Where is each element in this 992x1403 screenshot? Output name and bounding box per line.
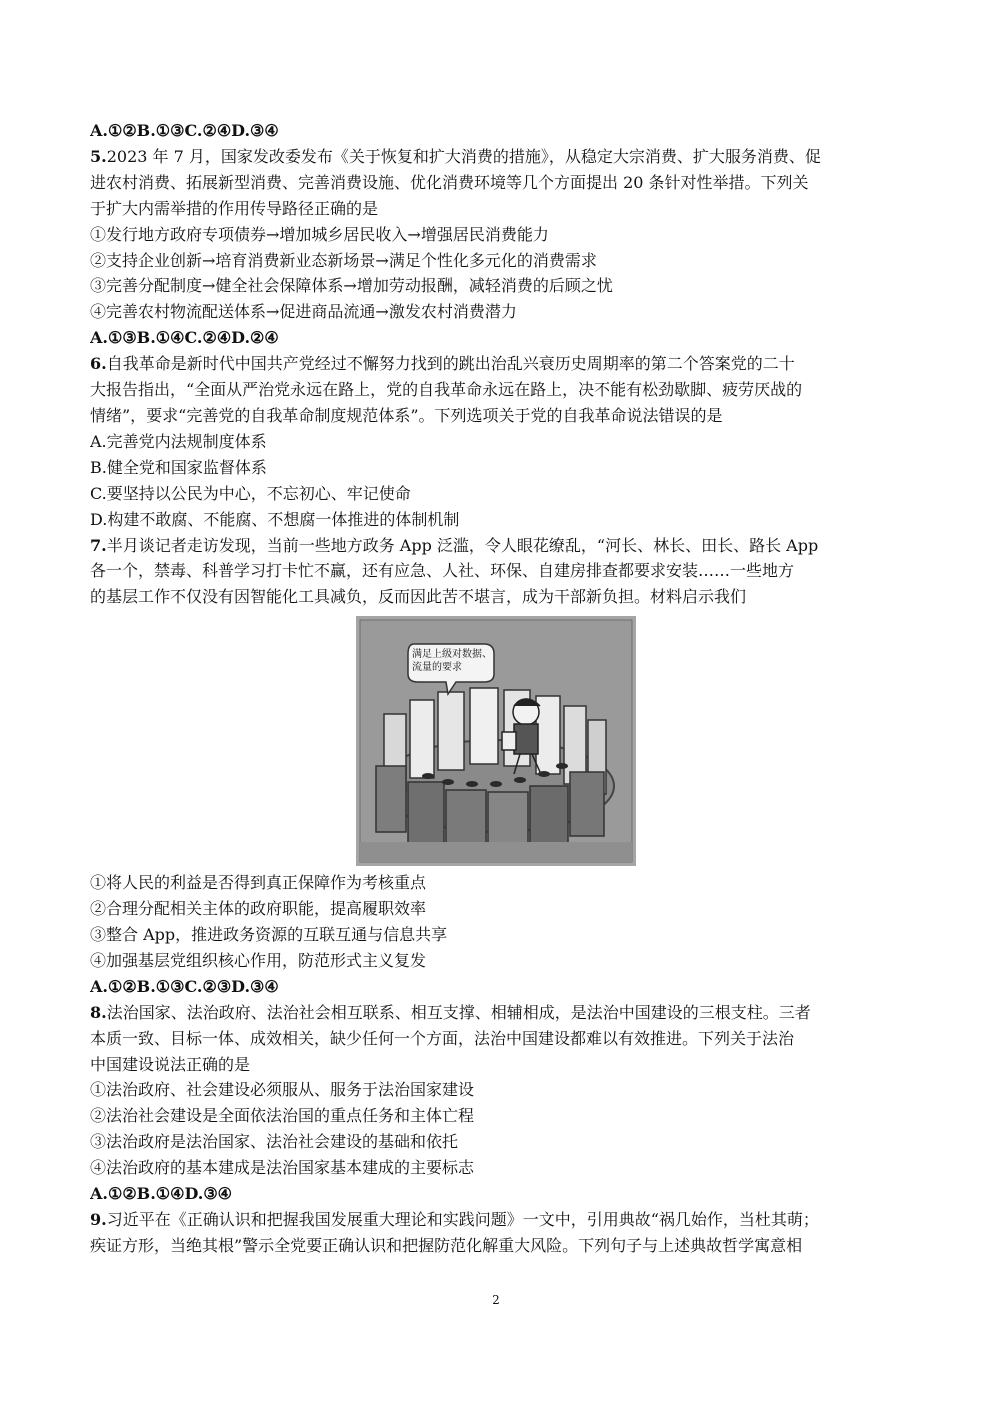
q6-stem-line-2: 大报告指出，“全面从严治党永远在路上，党的自我革命永远在路上，决不能有松劲歇脚、疲劳厌战的 (90, 380, 803, 400)
q6-option-a: A.完善党内法规制度体系 (90, 431, 267, 451)
q5-stem-line-2: 进农村消费、拓展新型消费、完善消费设施、优化消费环境等几个方面提出 20 条针对性举措。下列关 (90, 172, 809, 192)
q8-stem-line-3: 中国建设说法正确的是 (90, 1054, 251, 1074)
cartoon-illustration (356, 616, 636, 866)
q7-cartoon-image (356, 616, 636, 866)
q6-option-c: C.要坚持以公民为中心，不忘初心、牢记使命 (90, 483, 411, 503)
q9-number: 9. (90, 1210, 107, 1229)
q5-stem-line-3: 于扩大内需举措的作用传导路径正确的是 (90, 198, 379, 218)
q8-answer-options: A.①②B.①④D.③④ (90, 1184, 233, 1204)
q7-answer-options: A.①②B.①③C.②③D.③④ (90, 976, 279, 996)
q8-option-3: ③法治政府是法治国家、法治社会建设的基础和依托 (90, 1132, 459, 1152)
q6-option-b: B.健全党和国家监督体系 (90, 457, 267, 477)
q5-option-4: ④完善农村物流配送体系→促进商品流通→激发农村消费潜力 (90, 302, 517, 322)
q5-stem-text-1: 2023 年 7 月，国家发改委发布《关于恢复和扩大消费的措施》，从稳定大宗消费、扩大服务消费、促 (106, 146, 821, 166)
q7-option-1: ①将人民的利益是否得到真正保障作为考核重点 (90, 873, 427, 893)
q7-option-2: ②合理分配相关主体的政府职能，提高履职效率 (90, 899, 427, 919)
q5-option-1: ①发行地方政府专项债券→增加城乡居民收入→增强居民消费能力 (90, 224, 549, 244)
q5-number: 5. (90, 146, 107, 166)
q7-stem-line-2: 各一个，禁毒、科普学习打卡忙不赢，还有应急、人社、环保、自建房排查都要求安装……一些地方 (90, 561, 795, 581)
q8-number: 8. (90, 1002, 107, 1022)
q5-option-3: ③完善分配制度→健全社会保障体系→增加劳动报酬，减轻消费的后顾之忧 (90, 276, 613, 296)
q9-stem-text-1: 习近平在《正确认识和把握我国发展重大理论和实践问题》一文中，引用典故“祸几始作，当杜其萌； (106, 1210, 819, 1229)
q6-stem-text-1: 自我革命是新时代中国共产党经过不懈努力找到的跳出治乱兴衰历史周期率的第二个答案党的二十 (106, 354, 795, 374)
q8-stem-text-1: 法治国家、法治政府、法治社会相互联系、相互支撑、相辅相成，是法治中国建设的三根支柱。三者 (106, 1002, 811, 1022)
q7-stem-line-1 (90, 533, 905, 559)
cartoon-bottom-strip (360, 842, 632, 862)
q9-stem-line-1 (90, 1207, 905, 1233)
q7-stem-line-3: 的基层工作不仅没有因智能化工具减负，反而因此苦不堪言，成为干部新负担。材料启示我们 (90, 587, 747, 607)
q8-option-2: ②法治社会建设是全面依法治国的重点任务和主体亡程 (90, 1106, 475, 1126)
q7-option-4: ④加强基层党组织核心作用，防范形式主义复发 (90, 950, 427, 970)
q5-option-2: ②支持企业创新→培育消费新业态新场景→满足个性化多元化的消费需求 (90, 250, 597, 270)
q6-option-d: D.构建不敢腐、不能腐、不想腐一体推进的体制机制 (90, 509, 460, 529)
exam-page (90, 118, 905, 1259)
cartoon-speech-text: 满足上级对数据、流量的要求 (412, 649, 492, 674)
q8-option-4: ④法治政府的基本建成是法治国家基本建成的主要标志 (90, 1158, 475, 1178)
q5-stem-line-1 (90, 144, 905, 170)
q8-stem-line-1 (90, 1000, 905, 1026)
q6-number: 6. (90, 354, 107, 374)
q6-stem-line-3: 情绪”，要求“完善党的自我革命制度规范体系”。下列选项关于党的自我革命说法错误的是 (90, 405, 723, 425)
q4-answer-options: A.①②B.①③C.②④D.③④ (90, 121, 279, 140)
q7-option-3: ③整合 App，推进政务资源的互联互通与信息共享 (90, 925, 448, 945)
page-number: 2 (492, 1293, 500, 1307)
q8-option-1: ①法治政府、社会建设必须服从、服务于法治国家建设 (90, 1080, 475, 1100)
q7-stem-text-1: 半月谈记者走访发现，当前一些地方政务 App 泛滥，令人眼花缭乱，“河长、林长、田长、路长 App (106, 535, 819, 555)
q7-number: 7. (90, 535, 107, 555)
q9-stem-line-2: 疾证方形，当绝其根”警示全党要正确认识和把握防范化解重大风险。下列句子与上述典故哲学寓意相 (90, 1235, 803, 1255)
q6-stem-line-1 (90, 351, 905, 377)
q5-answer-options: A.①③B.①④C.②④D.②④ (90, 328, 279, 348)
q8-stem-line-2: 本质一致、目标一体、成效相关，缺少任何一个方面，法治中国建设都难以有效推进。下列关于法治 (90, 1028, 795, 1048)
